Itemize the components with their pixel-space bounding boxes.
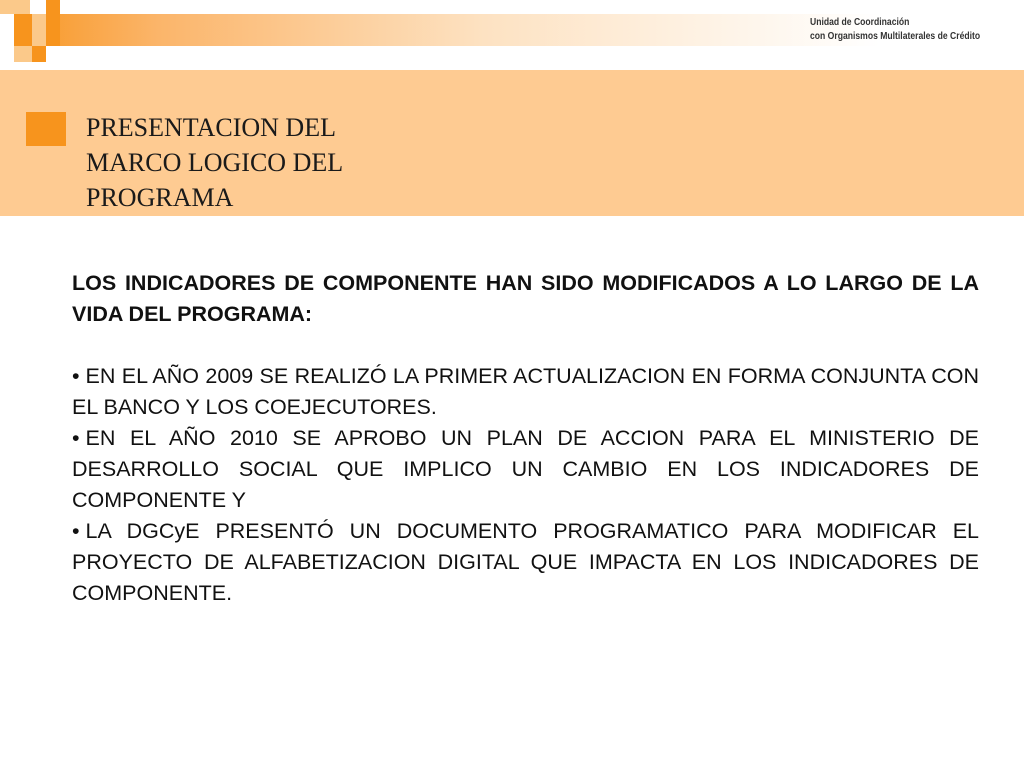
bullet-item: [72, 361, 979, 423]
organization-label: [810, 16, 982, 44]
bullet-text: EN EL AÑO 2009 SE REALIZÓ LA PRIMER ACTUALIZACION EN FORMA CONJUNTA CON EL BANCO Y LOS COEJECUTORES.: [72, 364, 979, 419]
bullet-icon: •: [72, 364, 80, 388]
bullet-item: [72, 516, 979, 609]
bullet-item: [72, 423, 979, 516]
slide-title: [86, 110, 506, 215]
bullet-icon: •: [72, 519, 80, 543]
slide-title-line-3: PROGRAMA: [86, 183, 234, 212]
slide-body: [72, 268, 979, 609]
corner-square: [0, 0, 30, 14]
intro-paragraph: LOS INDICADORES DE COMPONENTE HAN SIDO MODIFICADOS A LO LARGO DE LA VIDA DEL PROGRAMA:: [72, 271, 979, 326]
corner-square: [14, 46, 32, 62]
corner-square: [46, 14, 60, 46]
top-decorative-strip: [0, 14, 880, 46]
corner-square: [46, 0, 60, 14]
corner-square: [32, 14, 46, 46]
slide-title-line-2: MARCO LOGICO DEL: [86, 148, 344, 177]
org-label-line-2: con Organismos Multilaterales de Crédito: [810, 31, 981, 42]
slide-title-line-1: PRESENTACION DEL: [86, 113, 336, 142]
corner-square: [14, 14, 32, 46]
bullet-icon: •: [72, 426, 80, 450]
corner-square: [30, 0, 46, 14]
org-label-line-1: Unidad de Coordinación: [810, 17, 910, 28]
corner-square: [0, 14, 14, 46]
bullet-text: EN EL AÑO 2010 SE APROBO UN PLAN DE ACCION PARA EL MINISTERIO DE DESARROLLO SOCIAL QUE IMPLICO UN CAMBIO EN LOS INDICADORES DE COMPONENTE Y: [72, 426, 979, 512]
corner-square: [32, 46, 46, 62]
title-marker-square: [26, 112, 66, 146]
corner-square: [60, 0, 76, 14]
bullet-text: LA DGCyE PRESENTÓ UN DOCUMENTO PROGRAMATICO PARA MODIFICAR EL PROYECTO DE ALFABETIZACION DIGITAL QUE IMPACTA EN LOS INDICADORES DE COMPONENTE.: [72, 519, 979, 605]
